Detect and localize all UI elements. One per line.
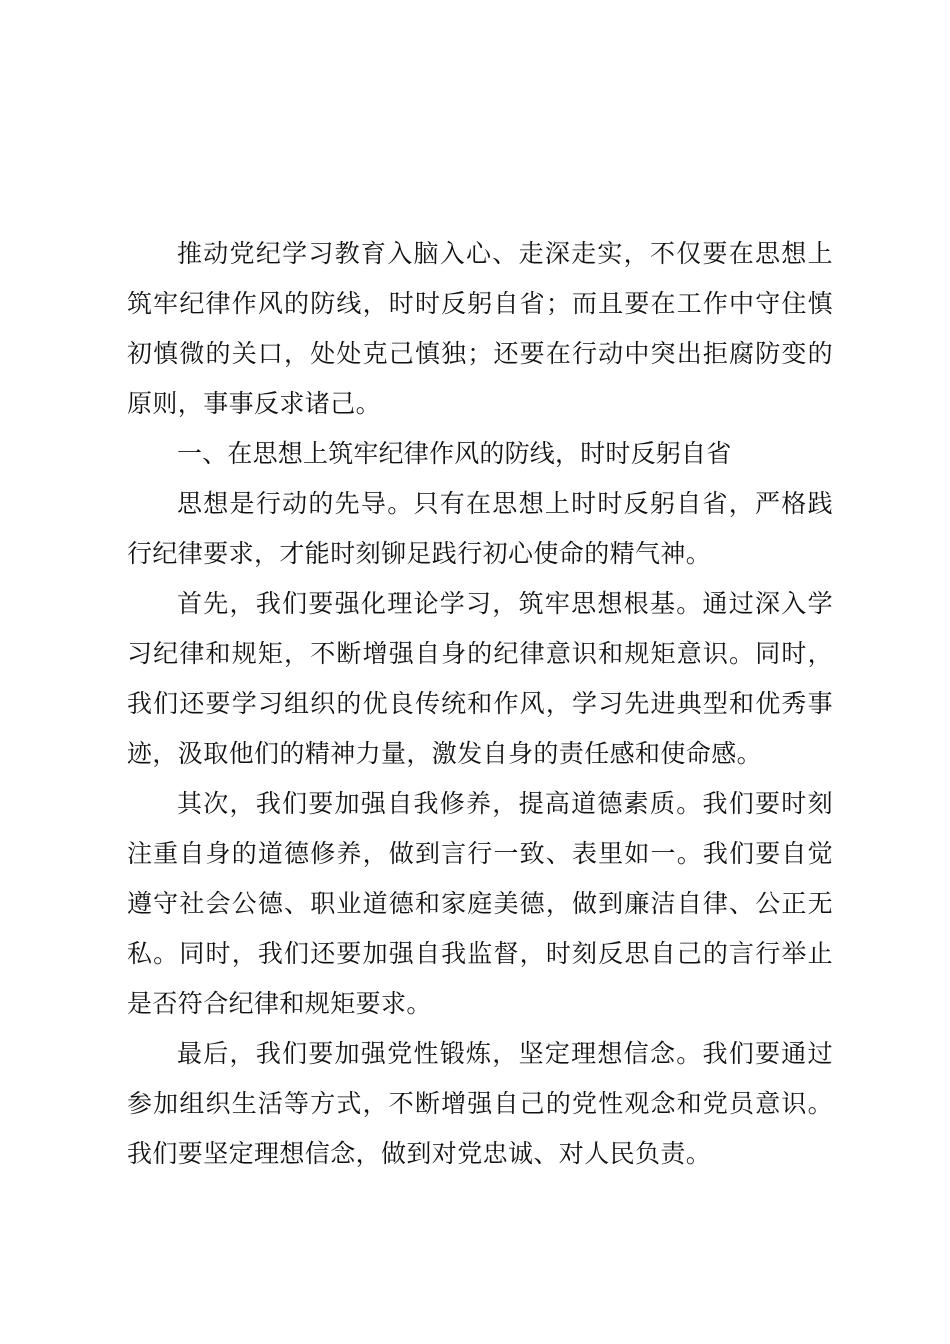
intro-paragraph: 推动党纪学习教育入脑入心、走深走实，不仅要在思想上筑牢纪律作风的防线，时时反躬自省；而且要在工作中守住慎初慎微的关口，处处克己慎独；还要在行动中突出拒腐防变的原则，事事反求诸己。 — [127, 239, 833, 418]
section-lead-paragraph: 思想是行动的先导。只有在思想上时时反躬自省，严格践行纪律要求，才能时刻铆足践行初心使命的精气神。 — [127, 489, 833, 568]
section-heading: 一、在思想上筑牢纪律作风的防线，时时反躬自省 — [177, 439, 732, 468]
first-point-paragraph: 首先，我们要强化理论学习，筑牢思想根基。通过深入学习纪律和规矩，不断增强自身的纪律意识和规矩意识。同时，我们还要学习组织的优良传统和作风，学习先进典型和优秀事迹，汲取他们的精神力量，激发自身的责任感和使命感。 — [127, 589, 833, 768]
second-point-paragraph: 其次，我们要加强自我修养，提高道德素质。我们要时刻注重自身的道德修养，做到言行一致、表里如一。我们要自觉遵守社会公德、职业道德和家庭美德，做到廉洁自律、公正无私。同时，我们还要加强自我监督，时刻反思自己的言行举止是否符合纪律和规矩要求。 — [127, 789, 833, 1018]
third-point-paragraph: 最后，我们要加强党性锻炼，坚定理想信念。我们要通过参加组织生活等方式，不断增强自己的党性观念和党员意识。我们要坚定理想信念，做到对党忠诚、对人民负责。 — [127, 1039, 833, 1168]
document-body — [127, 229, 833, 1179]
